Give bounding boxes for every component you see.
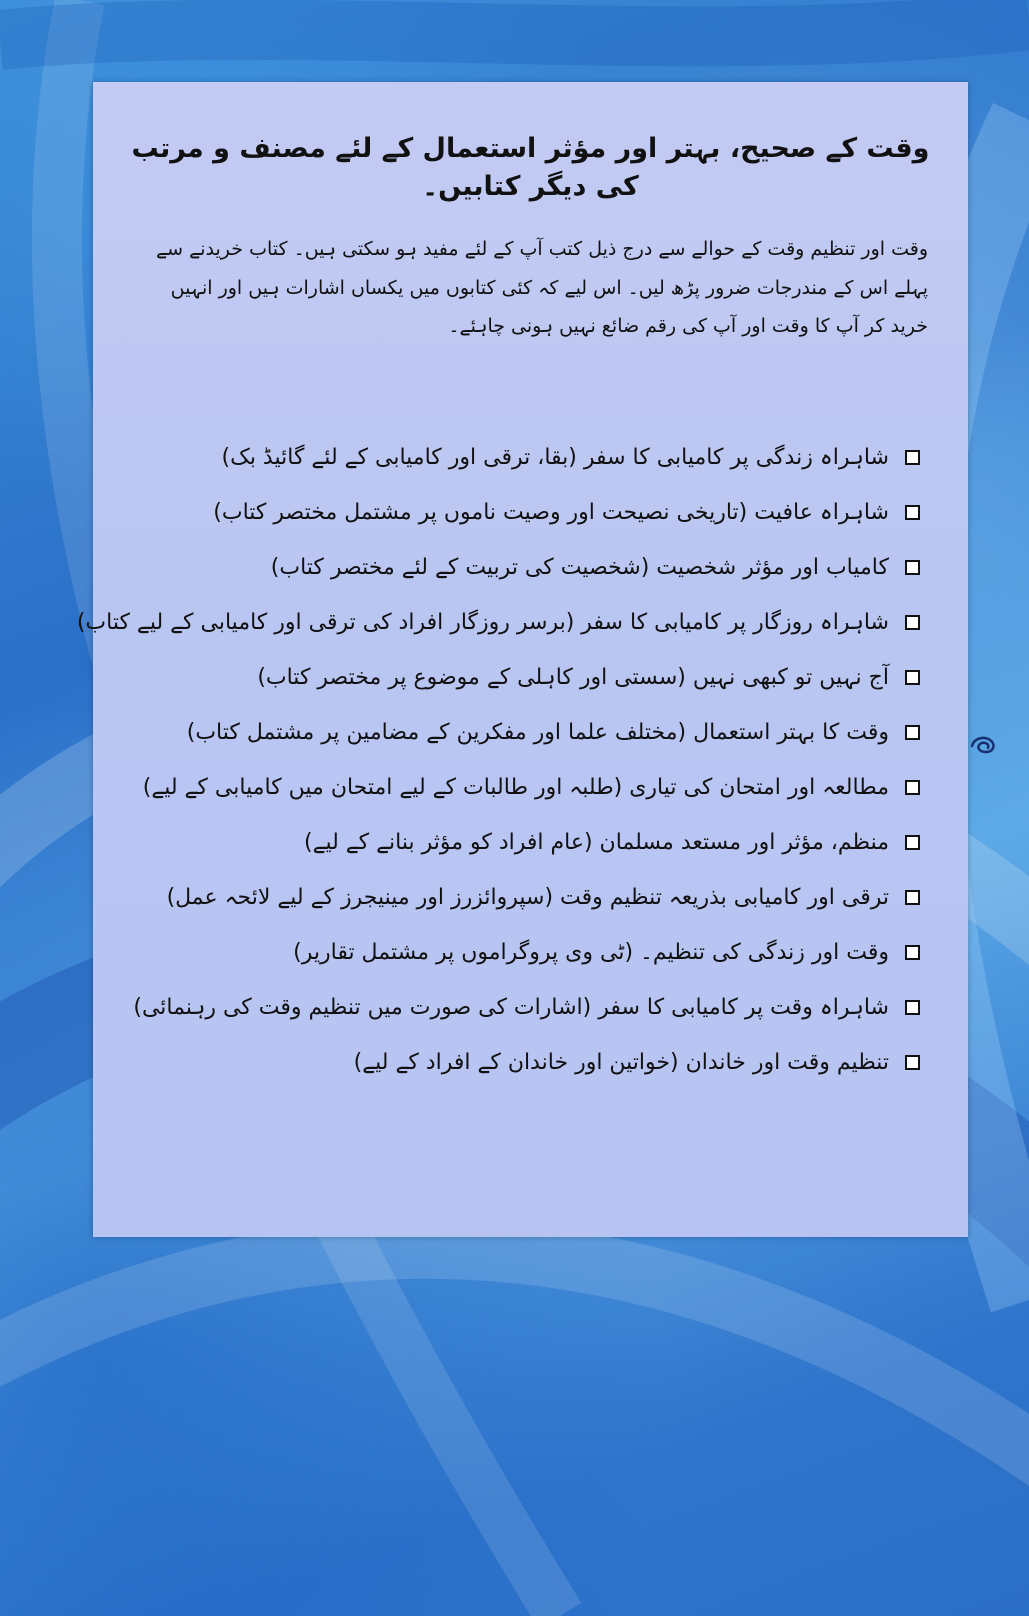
book-title: شاہراہ روزگار پر کامیابی کا سفر (برسر روزگار افراد کی ترقی اور کامیابی کے لیے کتاب): [76, 610, 889, 636]
book-title: تنظیم وقت اور خاندان (خواتین اور خاندان کے افراد کے لیے): [353, 1050, 889, 1076]
book-item-8: [123, 815, 920, 870]
book-item-7: [123, 760, 920, 815]
checkbox-icon: [905, 835, 920, 850]
book-item-10: [123, 925, 920, 980]
checkbox-icon: [905, 1000, 920, 1015]
book-title: مطالعہ اور امتحان کی تیاری (طلبہ اور طالبات کے لیے امتحان میں کامیابی کے لیے): [142, 775, 889, 801]
checkbox-icon: [905, 560, 920, 575]
checkbox-icon: [905, 890, 920, 905]
book-title: ترقی اور کامیابی بذریعہ تنظیم وقت (سپروائزرز اور مینیجرز کے لیے لائحہ عمل): [166, 885, 889, 911]
checkbox-icon: [905, 780, 920, 795]
checkbox-icon: [905, 945, 920, 960]
book-item-12: [123, 1035, 920, 1090]
checkbox-icon: [905, 505, 920, 520]
checkbox-icon: [905, 1055, 920, 1070]
book-list-panel: [76, 82, 968, 1237]
book-title: شاہراہ وقت پر کامیابی کا سفر (اشارات کی صورت میں تنظیم وقت کی رہنمائی): [133, 995, 889, 1021]
book-title: وقت کا بہتر استعمال (مختلف علما اور مفکرین کے مضامین پر مشتمل کتاب): [186, 720, 889, 746]
scribble-mark-icon: [968, 732, 1000, 758]
book-item-2: [123, 485, 920, 540]
intro-paragraph: وقت اور تنظیم وقت کے حوالے سے درج ذیل کتب آپ کے لئے مفید ہو سکتی ہیں۔ کتاب خریدنے سے پہلے اس کے مندرجات ضرور پڑھ لیں۔ اس لیے کہ کئی کتابوں میں یکساں اشارات ہیں اور انہیں خرید کر آپ کا وقت اور آپ کی رقم ضائع نہیں ہونی چاہئے۔: [156, 237, 928, 338]
book-item-9: [123, 870, 920, 925]
book-title: کامیاب اور مؤثر شخصیت (شخصیت کی تربیت کے لئے مختصر کتاب): [270, 555, 889, 581]
checkbox-icon: [905, 450, 920, 465]
book-title: آج نہیں تو کبھی نہیں (سستی اور کاہلی کے موضوع پر مختصر کتاب): [257, 665, 889, 691]
book-title: وقت اور زندگی کی تنظیم۔ (ٹی وی پروگراموں پر مشتمل تقاریر): [293, 940, 889, 966]
checkbox-icon: [905, 670, 920, 685]
book-title: منظم، مؤثر اور مستعد مسلمان (عام افراد کو مؤثر بنانے کے لیے): [303, 830, 889, 856]
book-item-5: [123, 650, 920, 705]
checkbox-icon: [905, 615, 920, 630]
book-item-1: [123, 430, 920, 485]
book-list: [76, 430, 938, 1090]
checkbox-icon: [905, 725, 920, 740]
book-item-11: [123, 980, 920, 1035]
book-title: شاہراہ زندگی پر کامیابی کا سفر (بقا، ترقی اور کامیابی کے لئے گائیڈ بک): [221, 445, 889, 471]
book-item-6: [123, 705, 920, 760]
page-title: وقت کے صحیح، بہتر اور مؤثر استعمال کے لئے مصنف و مرتب کی دیگر کتابیں۔: [131, 133, 930, 202]
book-title: شاہراہ عافیت (تاریخی نصیحت اور وصیت ناموں پر مشتمل مختصر کتاب): [213, 500, 889, 526]
book-item-3: [123, 540, 920, 595]
book-item-4: [76, 595, 920, 650]
